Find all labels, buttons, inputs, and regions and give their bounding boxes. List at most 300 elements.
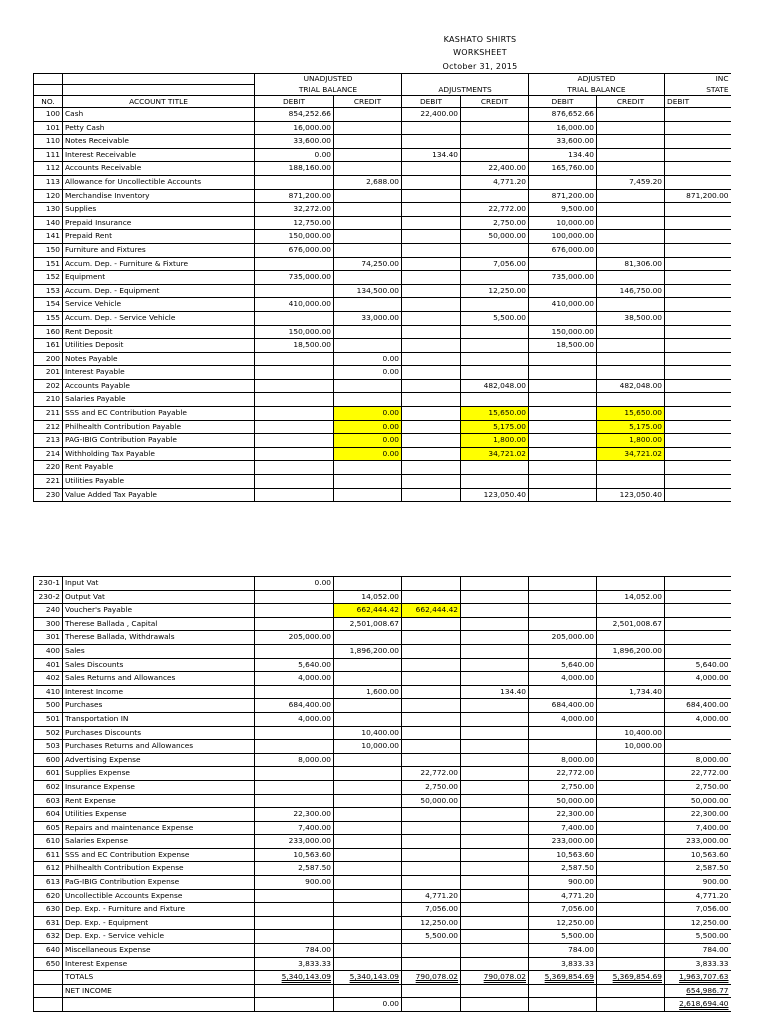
amount-cell: 2,750.00 [461, 216, 529, 230]
amount-cell [255, 726, 334, 740]
amount-cell: 5,640.00 [529, 658, 597, 672]
account-title: Salaries Payable [63, 393, 255, 407]
account-title: Allowance for Uncollectible Accounts [63, 175, 255, 189]
amount-cell: 22,772.00 [402, 767, 461, 781]
amount-cell [665, 617, 731, 631]
amount-cell [402, 379, 461, 393]
table-row [34, 325, 731, 339]
amount-cell [334, 658, 402, 672]
amount-cell: 3,833.33 [255, 957, 334, 971]
amount-cell: 5,340,143.09 [334, 971, 402, 985]
account-title: Prepaid Rent [63, 230, 255, 244]
table-row [34, 862, 731, 876]
amount-cell [402, 488, 461, 502]
amount-cell [597, 848, 665, 862]
adjusted-header-bottom: TRIAL BALANCE [529, 85, 665, 96]
table-row [34, 135, 731, 149]
amount-cell: 1,600.00 [334, 685, 402, 699]
amount-cell: 15,650.00 [597, 407, 665, 421]
amount-cell [461, 862, 529, 876]
amount-cell: 5,500.00 [665, 930, 731, 944]
amount-cell: 150,000.00 [529, 325, 597, 339]
table-row [34, 379, 731, 393]
amount-cell: 871,200.00 [529, 189, 597, 203]
amount-cell: 188,160.00 [255, 162, 334, 176]
amount-cell: 50,000.00 [461, 230, 529, 244]
amount-cell [402, 808, 461, 822]
table-row [34, 284, 731, 298]
amount-cell [597, 672, 665, 686]
amount-cell [461, 848, 529, 862]
amount-cell: 676,000.00 [255, 243, 334, 257]
amount-cell: 2,587.50 [255, 862, 334, 876]
amount-cell [597, 998, 665, 1012]
account-no: 613 [34, 876, 63, 890]
amount-cell: 5,175.00 [597, 420, 665, 434]
account-no: 400 [34, 644, 63, 658]
amount-cell [597, 216, 665, 230]
account-no: 141 [34, 230, 63, 244]
amount-cell: 0.00 [334, 447, 402, 461]
amount-cell: 8,000.00 [255, 753, 334, 767]
account-title: Salaries Expense [63, 835, 255, 849]
amount-cell [255, 175, 334, 189]
amount-cell [461, 590, 529, 604]
amount-cell [402, 726, 461, 740]
amount-cell [255, 393, 334, 407]
amount-cell [665, 420, 731, 434]
table-row [34, 767, 731, 781]
amount-cell [461, 461, 529, 475]
account-no: 151 [34, 257, 63, 271]
amount-cell [334, 944, 402, 958]
account-title: Purchases Returns and Allowances [63, 740, 255, 754]
table-row [34, 216, 731, 230]
amount-cell [255, 475, 334, 489]
account-no: 620 [34, 889, 63, 903]
amount-cell: 205,000.00 [529, 631, 597, 645]
amount-cell: 1,734.40 [597, 685, 665, 699]
amount-cell [597, 631, 665, 645]
account-title: Furniture and Fixtures [63, 243, 255, 257]
account-no: 160 [34, 325, 63, 339]
account-no: 631 [34, 916, 63, 930]
account-title: Transportation IN [63, 712, 255, 726]
account-no: 402 [34, 672, 63, 686]
table-row [34, 944, 731, 958]
amount-cell [597, 243, 665, 257]
amount-cell [529, 366, 597, 380]
amount-cell: 2,587.50 [529, 862, 597, 876]
amount-cell: 22,400.00 [402, 108, 461, 122]
amount-cell: 790,078.02 [402, 971, 461, 985]
account-no: 201 [34, 366, 63, 380]
amount-cell [597, 230, 665, 244]
amount-cell [255, 916, 334, 930]
amount-cell: 34,721.02 [461, 447, 529, 461]
cell [63, 85, 255, 96]
amount-cell [255, 604, 334, 618]
account-no: 213 [34, 434, 63, 448]
amount-cell [255, 366, 334, 380]
account-no: 200 [34, 352, 63, 366]
account-no: 410 [34, 685, 63, 699]
account-title: Accounts Payable [63, 379, 255, 393]
account-no: 401 [34, 658, 63, 672]
amount-cell: 900.00 [665, 876, 731, 890]
table-row [34, 590, 731, 604]
account-no: 154 [34, 298, 63, 312]
report-date: October 31, 2015 [442, 62, 518, 71]
worksheet-table-top [33, 73, 731, 502]
amount-cell [402, 271, 461, 285]
amount-cell [461, 672, 529, 686]
amount-cell: 165,760.00 [529, 162, 597, 176]
amount-cell [461, 903, 529, 917]
amount-cell: 4,000.00 [529, 712, 597, 726]
amount-cell: 2,501,008.67 [597, 617, 665, 631]
amount-cell [334, 243, 402, 257]
amount-cell [665, 604, 731, 618]
account-title: Voucher's Payable [63, 604, 255, 618]
amount-cell: 22,300.00 [255, 808, 334, 822]
amount-cell [529, 257, 597, 271]
amount-cell [402, 447, 461, 461]
amount-cell: 14,052.00 [597, 590, 665, 604]
amount-cell [665, 284, 731, 298]
account-no: 220 [34, 461, 63, 475]
account-title: Therese Ballada, Withdrawals [63, 631, 255, 645]
amount-cell [402, 284, 461, 298]
account-no: 161 [34, 339, 63, 353]
amount-cell: 0.00 [255, 577, 334, 591]
amount-cell: 10,000.00 [529, 216, 597, 230]
amount-cell [665, 135, 731, 149]
amount-cell [334, 767, 402, 781]
account-title: Accounts Receivable [63, 162, 255, 176]
amount-cell: 5,369,854.69 [529, 971, 597, 985]
amount-cell [402, 189, 461, 203]
amount-cell: 1,896,200.00 [334, 644, 402, 658]
amount-cell [334, 298, 402, 312]
amount-cell [461, 767, 529, 781]
amount-cell [665, 339, 731, 353]
amount-cell [461, 366, 529, 380]
account-title: Supplies [63, 203, 255, 217]
table-row [34, 488, 731, 502]
amount-cell [402, 753, 461, 767]
account-title: Sales Discounts [63, 658, 255, 672]
company-name: KASHATO SHIRTS [443, 35, 517, 44]
amount-cell [334, 903, 402, 917]
amount-cell [529, 311, 597, 325]
amount-cell [334, 957, 402, 971]
amount-cell: 233,000.00 [255, 835, 334, 849]
account-no: 600 [34, 753, 63, 767]
amount-cell: 662,444.42 [402, 604, 461, 618]
amount-cell [665, 175, 731, 189]
amount-cell [529, 407, 597, 421]
account-title: Value Added Tax Payable [63, 488, 255, 502]
amount-cell [665, 461, 731, 475]
amount-cell [334, 162, 402, 176]
amount-cell [529, 604, 597, 618]
account-no: 501 [34, 712, 63, 726]
amount-cell [402, 420, 461, 434]
table-row [34, 740, 731, 754]
amount-cell [665, 121, 731, 135]
table-row [34, 298, 731, 312]
amount-cell [402, 957, 461, 971]
amount-cell: 7,056.00 [461, 257, 529, 271]
table-row [34, 148, 731, 162]
amount-cell [597, 121, 665, 135]
account-no [34, 984, 63, 998]
account-no: 211 [34, 407, 63, 421]
amount-cell [597, 461, 665, 475]
amount-cell [255, 434, 334, 448]
amount-cell: 12,250.00 [665, 916, 731, 930]
amount-cell [529, 617, 597, 631]
account-title: Output Vat [63, 590, 255, 604]
amount-cell [255, 767, 334, 781]
amount-cell: 2,618,694.40 [665, 998, 731, 1012]
table-row [34, 658, 731, 672]
amount-cell [255, 284, 334, 298]
amount-cell: 662,444.42 [334, 604, 402, 618]
amount-cell [461, 740, 529, 754]
amount-cell [255, 889, 334, 903]
amount-cell [597, 393, 665, 407]
table-row [34, 916, 731, 930]
account-no: 112 [34, 162, 63, 176]
amount-cell [461, 352, 529, 366]
amount-cell: 10,563.60 [255, 848, 334, 862]
table-row [34, 835, 731, 849]
amount-cell [597, 903, 665, 917]
debit-header: DEBIT [255, 96, 334, 108]
table-row [34, 189, 731, 203]
table-row [34, 957, 731, 971]
table-row [34, 712, 731, 726]
table-row [34, 434, 731, 448]
amount-cell: 74,250.00 [334, 257, 402, 271]
amount-cell: 871,200.00 [255, 189, 334, 203]
amount-cell [665, 631, 731, 645]
amount-cell [402, 325, 461, 339]
amount-cell: 123,050.40 [597, 488, 665, 502]
table-row [34, 848, 731, 862]
amount-cell: 32,272.00 [255, 203, 334, 217]
amount-cell: 4,771.20 [461, 175, 529, 189]
amount-cell: 22,400.00 [461, 162, 529, 176]
amount-cell [402, 475, 461, 489]
amount-cell [665, 434, 731, 448]
amount-cell [255, 685, 334, 699]
amount-cell [597, 162, 665, 176]
amount-cell [402, 821, 461, 835]
account-no: 502 [34, 726, 63, 740]
amount-cell [461, 339, 529, 353]
amount-cell: 50,000.00 [665, 794, 731, 808]
amount-cell [334, 862, 402, 876]
amount-cell [665, 366, 731, 380]
amount-cell: 482,048.00 [597, 379, 665, 393]
account-no: 120 [34, 189, 63, 203]
amount-cell [334, 780, 402, 794]
amount-cell: 10,000.00 [597, 740, 665, 754]
amount-cell [529, 393, 597, 407]
account-title: Notes Receivable [63, 135, 255, 149]
cell [34, 85, 63, 96]
amount-cell: 12,250.00 [529, 916, 597, 930]
amount-cell [461, 930, 529, 944]
amount-cell: 233,000.00 [665, 835, 731, 849]
account-title: Uncollectible Accounts Expense [63, 889, 255, 903]
amount-cell [461, 889, 529, 903]
amount-cell [402, 848, 461, 862]
amount-cell [402, 712, 461, 726]
amount-cell [461, 631, 529, 645]
amount-cell [529, 284, 597, 298]
amount-cell: 123,050.40 [461, 488, 529, 502]
income-header-top: INC [665, 74, 731, 85]
amount-cell: 5,500.00 [529, 930, 597, 944]
account-title: Dep. Exp. - Service vehicle [63, 930, 255, 944]
account-title: Philhealth Contribution Payable [63, 420, 255, 434]
amount-cell [461, 148, 529, 162]
amount-cell: 2,587.50 [665, 862, 731, 876]
amount-cell: 0.00 [334, 366, 402, 380]
table-row [34, 243, 731, 257]
amount-cell [334, 148, 402, 162]
amount-cell [597, 339, 665, 353]
amount-cell [402, 740, 461, 754]
amount-cell [255, 740, 334, 754]
account-no: 153 [34, 284, 63, 298]
amount-cell [529, 434, 597, 448]
amount-cell [597, 352, 665, 366]
amount-cell: 233,000.00 [529, 835, 597, 849]
amount-cell: 22,772.00 [461, 203, 529, 217]
table-row [34, 162, 731, 176]
cell [34, 74, 63, 85]
amount-cell [402, 311, 461, 325]
amount-cell [402, 434, 461, 448]
amount-cell [255, 590, 334, 604]
amount-cell [255, 998, 334, 1012]
amount-cell: 0.00 [334, 434, 402, 448]
amount-cell [529, 488, 597, 502]
amount-cell: 34,721.02 [597, 447, 665, 461]
amount-cell [461, 916, 529, 930]
amount-cell [402, 617, 461, 631]
amount-cell [402, 876, 461, 890]
account-title: Cash [63, 108, 255, 122]
account-no: 300 [34, 617, 63, 631]
amount-cell: 735,000.00 [255, 271, 334, 285]
account-title: Rent Expense [63, 794, 255, 808]
amount-cell [665, 271, 731, 285]
account-title: Sales [63, 644, 255, 658]
amount-cell [461, 298, 529, 312]
table-row [34, 821, 731, 835]
amount-cell [461, 271, 529, 285]
amount-cell: 22,772.00 [665, 767, 731, 781]
amount-cell: 5,500.00 [461, 311, 529, 325]
amount-cell: 14,052.00 [334, 590, 402, 604]
account-no: 210 [34, 393, 63, 407]
amount-cell [597, 794, 665, 808]
amount-cell [597, 944, 665, 958]
amount-cell [597, 957, 665, 971]
amount-cell [461, 604, 529, 618]
amount-cell: 150,000.00 [255, 230, 334, 244]
amount-cell [665, 488, 731, 502]
amount-cell [402, 257, 461, 271]
amount-cell [402, 243, 461, 257]
amount-cell: 7,056.00 [529, 903, 597, 917]
amount-cell [255, 794, 334, 808]
account-title: Merchandise Inventory [63, 189, 255, 203]
account-no: 101 [34, 121, 63, 135]
amount-cell: 18,500.00 [529, 339, 597, 353]
account-title: Interest Expense [63, 957, 255, 971]
amount-cell [461, 794, 529, 808]
account-no: 604 [34, 808, 63, 822]
amount-cell [461, 393, 529, 407]
amount-cell [402, 175, 461, 189]
amount-cell: 876,652.66 [529, 108, 597, 122]
amount-cell [461, 121, 529, 135]
amount-cell: 790,078.02 [461, 971, 529, 985]
amount-cell [255, 903, 334, 917]
account-title: TOTALS [63, 971, 255, 985]
amount-cell [334, 699, 402, 713]
amount-cell: 134.40 [529, 148, 597, 162]
amount-cell [461, 712, 529, 726]
amount-cell: 0.00 [334, 420, 402, 434]
amount-cell [334, 230, 402, 244]
amount-cell [665, 475, 731, 489]
no-header: NO. [34, 96, 63, 108]
amount-cell [334, 712, 402, 726]
account-title [63, 998, 255, 1012]
debit-header: DEBIT [402, 96, 461, 108]
amount-cell [597, 577, 665, 591]
amount-cell [461, 475, 529, 489]
account-no: 230-1 [34, 577, 63, 591]
amount-cell [255, 352, 334, 366]
table-row [34, 257, 731, 271]
amount-cell [461, 243, 529, 257]
amount-cell [255, 311, 334, 325]
table-row [34, 644, 731, 658]
account-no: 640 [34, 944, 63, 958]
amount-cell [597, 604, 665, 618]
amount-cell [461, 944, 529, 958]
amount-cell: 5,640.00 [665, 658, 731, 672]
amount-cell [334, 108, 402, 122]
table-row [34, 699, 731, 713]
account-title: Repairs and maintenance Expense [63, 821, 255, 835]
amount-cell [597, 271, 665, 285]
amount-cell [334, 339, 402, 353]
amount-cell [597, 366, 665, 380]
account-no: 113 [34, 175, 63, 189]
amount-cell: 134.40 [461, 685, 529, 699]
adjustments-header: ADJUSTMENTS [402, 85, 529, 96]
